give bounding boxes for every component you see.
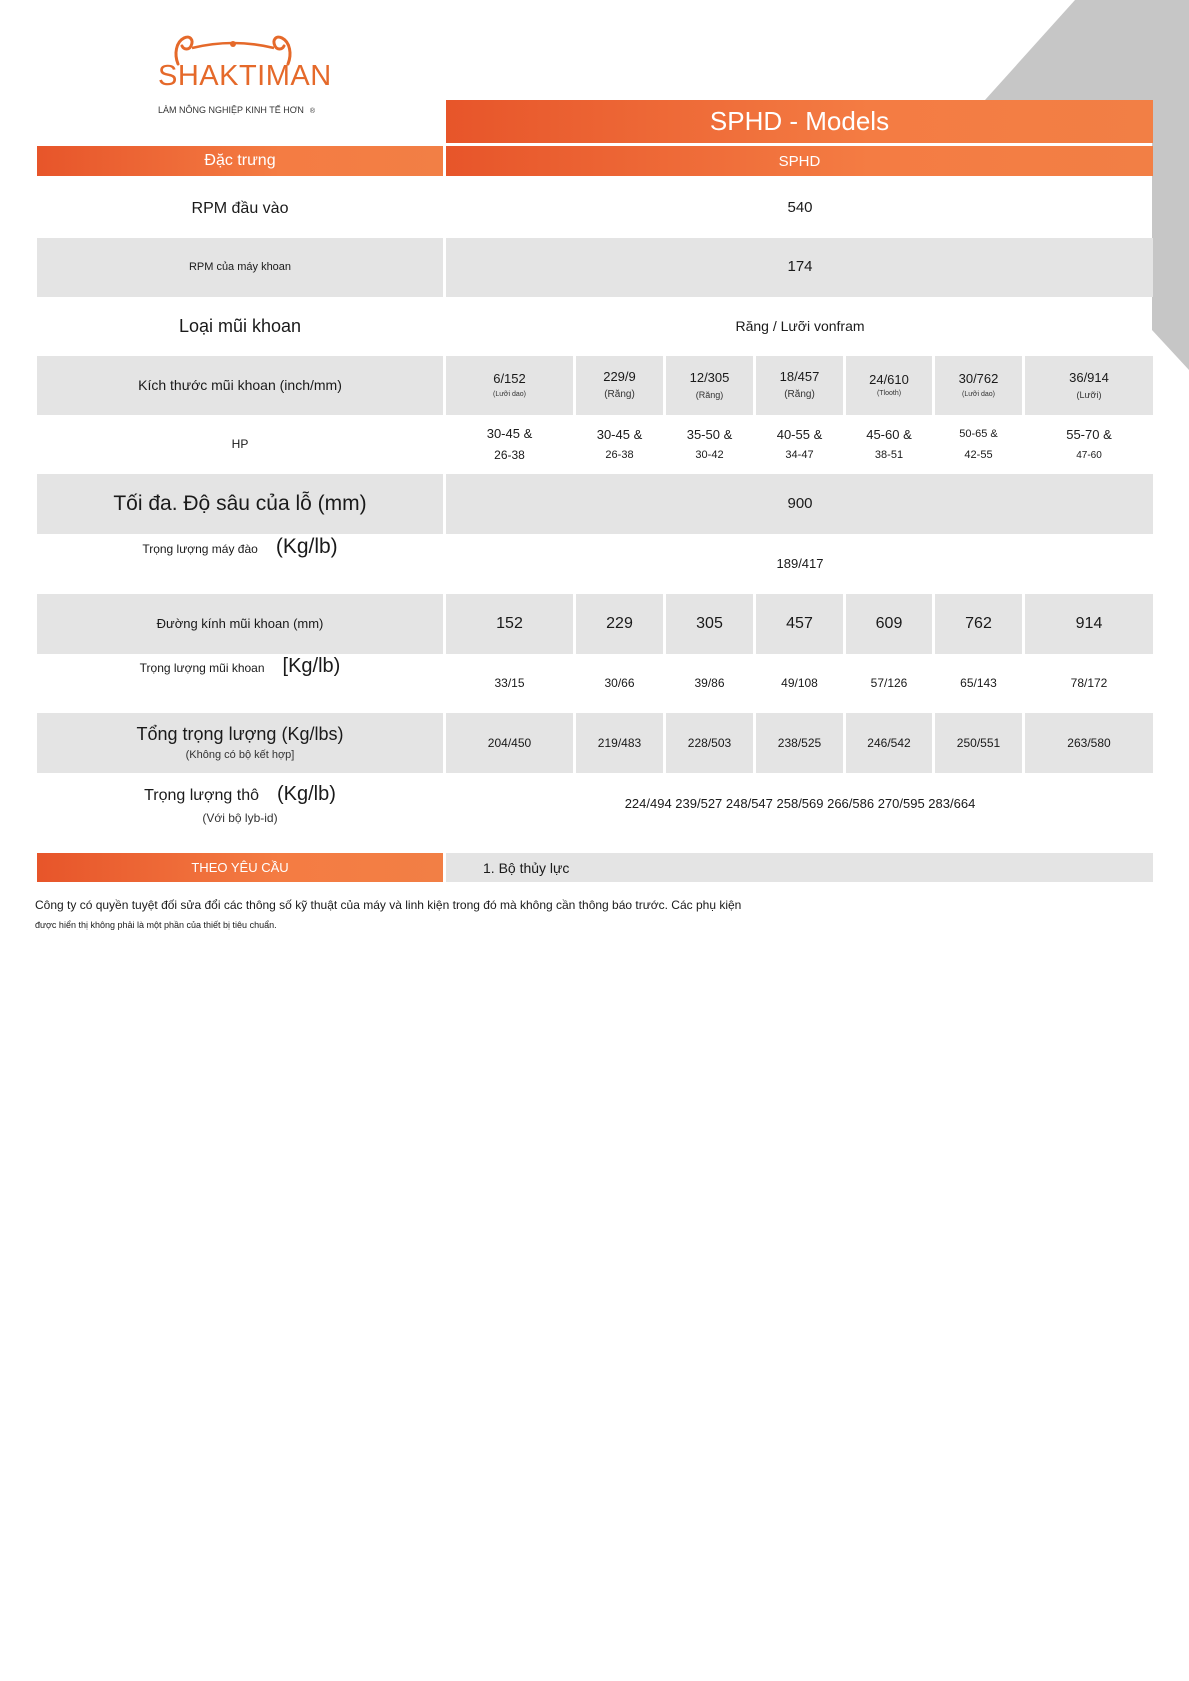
spec-label: Trọng lượng mũi khoan [Kg/lb) bbox=[139, 655, 341, 677]
total-weight-cell: 263/580 bbox=[1067, 735, 1111, 750]
row-auger-weight bbox=[37, 654, 1153, 713]
spec-label: RPM của máy khoan bbox=[188, 260, 292, 273]
total-weight-cell: 250/551 bbox=[956, 735, 1001, 750]
disclaimer-line-2: được hiển thị không phải là một phần của thiết bị tiêu chuẩn. bbox=[35, 920, 277, 930]
spec-label: Đường kính mũi khoan (mm) bbox=[156, 615, 324, 631]
spec-value: 540 bbox=[787, 199, 813, 217]
auger-diameter-cell: 914 bbox=[1075, 615, 1103, 632]
auger-size-cell: 30/762 (Lưỡi dao) bbox=[958, 371, 999, 399]
spec-value: 174 bbox=[787, 258, 813, 276]
auger-size-cell: 6/152 (Lưỡi dao) bbox=[492, 371, 526, 399]
spec-label: Tối đa. Độ sâu của lỗ (mm) bbox=[113, 491, 367, 515]
hp-cell: 50-65 & 42-55 bbox=[959, 427, 998, 461]
auger-diameter-cell: 762 bbox=[965, 615, 992, 632]
total-weight-cell: 219/483 bbox=[597, 735, 642, 750]
hp-cell: 40-55 & 34-47 bbox=[776, 426, 823, 462]
total-weight-cell: 204/450 bbox=[487, 735, 532, 750]
auger-weight-cell: 33/15 bbox=[494, 676, 525, 690]
row-auger-rpm bbox=[37, 238, 1153, 297]
row-total-weight bbox=[37, 713, 1153, 773]
spec-label: Trọng lượng máy đào (Kg/lb) bbox=[142, 535, 338, 558]
spec-label: HP bbox=[231, 437, 249, 451]
total-weight-cell: 238/525 bbox=[777, 735, 822, 750]
spec-label: Tổng trọng lượng (Kg/lbs) (Không có bộ kết hợp] bbox=[136, 723, 344, 762]
models-title: SPHD - Models bbox=[446, 100, 1153, 143]
row-hp bbox=[37, 415, 1153, 474]
row-gross-weight bbox=[37, 773, 1153, 835]
auger-weight-cell: 65/143 bbox=[960, 676, 997, 690]
spec-label: RPM đầu vào bbox=[191, 199, 289, 217]
gross-weight-values: 224/494 239/527 248/547 258/569 266/586 270/595 283/664 bbox=[624, 795, 976, 811]
auger-diameter-cell: 305 bbox=[696, 615, 723, 632]
hp-cell: 30-45 & 26-38 bbox=[596, 426, 643, 462]
spec-value: Răng / Lưỡi vonfram bbox=[735, 317, 865, 334]
brand-name: SHAKTIMAN bbox=[158, 60, 332, 92]
auger-diameter-cell: 609 bbox=[875, 615, 903, 632]
hp-cell: 30-45 & 26-38 bbox=[486, 425, 533, 463]
header-model: SPHD bbox=[446, 146, 1153, 176]
auger-weight-cell: 30/66 bbox=[604, 676, 635, 690]
spec-value: 189/417 bbox=[776, 555, 824, 571]
brand-logo bbox=[150, 30, 330, 122]
row-max-depth bbox=[37, 474, 1153, 534]
hp-cell: 35-50 & 30-42 bbox=[686, 426, 733, 462]
auger-weight-cell: 39/86 bbox=[694, 676, 725, 690]
spec-label: Kích thước mũi khoan (inch/mm) bbox=[138, 376, 342, 393]
spec-label: Loại mũi khoan bbox=[178, 316, 302, 337]
auger-size-cell: 229/9 (Răng) bbox=[603, 369, 636, 401]
row-auger-size bbox=[37, 356, 1153, 415]
decorative-corner bbox=[985, 0, 1189, 100]
brand-tagline: LÀM NÔNG NGHIỆP KINH TẾ HƠN ® bbox=[158, 105, 316, 115]
total-weight-cell: 228/503 bbox=[687, 735, 732, 750]
hp-cell: 45-60 & 38-51 bbox=[866, 426, 912, 462]
auger-size-cell: 12/305 (Răng) bbox=[689, 369, 730, 400]
total-weight-cell: 246/542 bbox=[867, 735, 911, 750]
auger-weight-cell: 57/126 bbox=[870, 676, 908, 690]
optional-value: 1. Bộ thủy lực bbox=[446, 853, 1153, 882]
disclaimer-line-1: Công ty có quyền tuyệt đối sửa đổi các thông số kỹ thuật của máy và linh kiện trong đó mà không cần thông báo trước. Các phụ kiện bbox=[35, 898, 742, 912]
auger-size-cell: 24/610 (Tlooth) bbox=[869, 372, 909, 398]
spec-label: Trọng lượng thô (Kg/lb) (Với bộ lyb-id) bbox=[144, 783, 336, 825]
decorative-side-band bbox=[1152, 100, 1189, 370]
row-auger-diameter bbox=[37, 594, 1153, 654]
row-input-rpm bbox=[37, 179, 1153, 238]
header-feature: Đặc trưng bbox=[37, 146, 443, 176]
auger-weight-cell: 78/172 bbox=[1070, 676, 1108, 690]
auger-diameter-cell: 229 bbox=[606, 615, 633, 632]
row-auger-type bbox=[37, 297, 1153, 356]
row-digger-weight bbox=[37, 534, 1153, 594]
auger-size-cell: 18/457 (Răng) bbox=[779, 369, 820, 401]
auger-diameter-cell: 457 bbox=[786, 615, 813, 632]
spec-value: 900 bbox=[787, 494, 813, 512]
auger-size-cell: 36/914 (Lưỡi) bbox=[1069, 369, 1109, 400]
auger-diameter-cell: 152 bbox=[496, 615, 523, 632]
hp-cell: 55-70 & 47-60 bbox=[1066, 427, 1112, 462]
optional-label: THEO YÊU CẦU bbox=[37, 853, 443, 882]
auger-weight-cell: 49/108 bbox=[781, 676, 818, 690]
